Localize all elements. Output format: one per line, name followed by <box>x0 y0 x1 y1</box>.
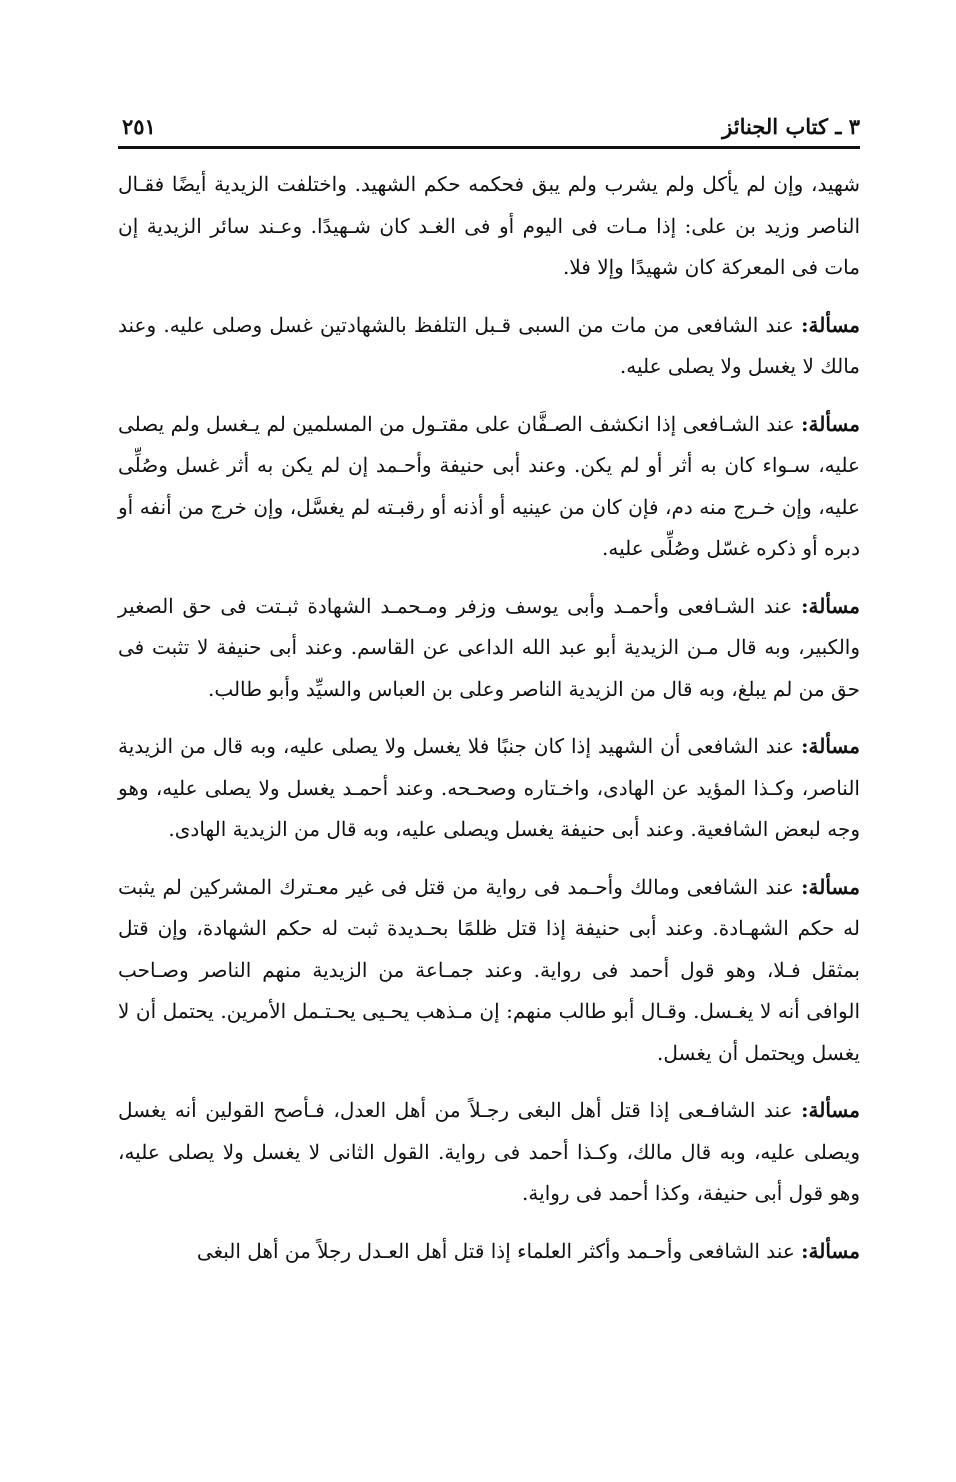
paragraph-text: عند الشافعى أن الشهيد إذا كان جنبًا فلا يغسل ولا يصلى عليه، وبه قال من الزيدية الناصر، وكـذا المؤيد عن الهادى، واخـتاره وصحـحه. وعند أحمـد يغسل ولا يصلى عليه، وهو وجه لبعض الشافعية. وعند أبى حنيفة يغسل ويصلى عليه، وبه قال من الزيدية الهادى. <box>118 734 860 841</box>
masala-term: مسألة: <box>801 411 860 436</box>
paragraph <box>118 1231 860 1273</box>
paragraph-text: عند الشافعى من مات من السبى قـبل التلفظ بالشهادتين غسل وصلى عليه. وعند مالك لا يغسل ولا يصلى عليه. <box>118 312 860 378</box>
book-page <box>118 0 860 1482</box>
paragraph <box>118 404 860 570</box>
page-number: ٢٥١ <box>122 114 156 139</box>
paragraph-text: عند الشافـعى إذا قتل أهل البغى رجـلاً من أهل العدل، فـأصح القولين أنه يغسل ويصلى عليه، وبه قال مالك، وكـذا أحمد فى رواية. القول الثانى لا يغسل ولا يصلى عليه، وهو قول أبى حنيفة، وكذا أحمد فى رواية. <box>118 1098 860 1205</box>
masala-term: مسألة: <box>801 1098 860 1122</box>
masala-term: مسألة: <box>801 312 861 337</box>
paragraph-text: عند الشـافعى إذا انكشف الصـفَّان على مقتـول من المسلمين لم يـغسل ولم يصلى عليه، سـواء كان به أثر أو لم يكن. وعند أبى حنيفة وأحـمد إن لم يكن به أثر غسل وصُلِّى عليه، وإن خـرج منه دم، فإن كان من عينيه أو أذنه أو رقبـته لم يغسَّل، وإن خرج من أنفه أو دبره أو ذكره غسّل وصُلِّى عليه. <box>118 411 860 560</box>
paragraph-text: عند الشافعى ومالك وأحـمد فى رواية من قتل فى غير معـترك المشركين لم يثبت له حكم الشهـادة. وعند أبى حنيفة إذا قتل ظلمًا بحـديدة ثبت له حكم الشهادة، وإن قتل بمثقل فـلا، وهو قول أحمد فى رواية. وعند جمـاعة من الزيدية منهم الناصر وصـاحب الوافى أنه لا يغـسل. وقـال أبو طالب منهم: إن مـذهب يحـيى يحـتـمل الأمرين. يحتمل أن لا يغسل ويحتمل أن يغسل. <box>118 874 860 1065</box>
masala-term: مسألة: <box>801 1238 860 1263</box>
paragraph <box>118 726 860 851</box>
paragraph-text: شهيد، وإن لم يأكل ولم يشرب ولم يبق فحكمه حكم الشهيد. واختلفت الزيدية أيضًا فقـال الناصر وزيد بن على: إذا مـات فى اليوم أو فى الغـد كان شـهيدًا. وعـند سائر الزيدية إن مات فى المعركة كان شهيدًا وإلا فلا. <box>118 172 860 279</box>
page-header <box>118 112 860 146</box>
masala-term: مسألة: <box>801 874 860 899</box>
paragraph <box>118 1090 860 1215</box>
paragraph <box>118 586 860 711</box>
body-text <box>118 164 860 1272</box>
running-title: ٣ ـ كتاب الجنائز <box>722 114 860 139</box>
masala-term: مسألة: <box>801 593 860 618</box>
header-rule <box>118 146 860 149</box>
paragraph-text: عند الشـافعى وأحمـد وأبى يوسف وزفر ومـحمـد الشهادة ثبـتت فى حق الصغير والكبير، وبه قال مـن الزيدية أبو عبد الله الداعى عن القاسم. وعند أبى حنيفة لا تثبت فى حق من لم يبلغ، وبه قال من الزيدية الناصر وعلى بن العباس والسيِّد وأبو طالب. <box>118 593 860 701</box>
paragraph <box>118 305 860 388</box>
paragraph <box>118 867 860 1075</box>
paragraph-text: عند الشافعى وأحـمد وأكثر العلماء إذا قتل أهل العـدل رجلاً من أهل البغى <box>196 1238 802 1263</box>
masala-term: مسألة: <box>801 734 860 758</box>
paragraph <box>118 164 860 289</box>
